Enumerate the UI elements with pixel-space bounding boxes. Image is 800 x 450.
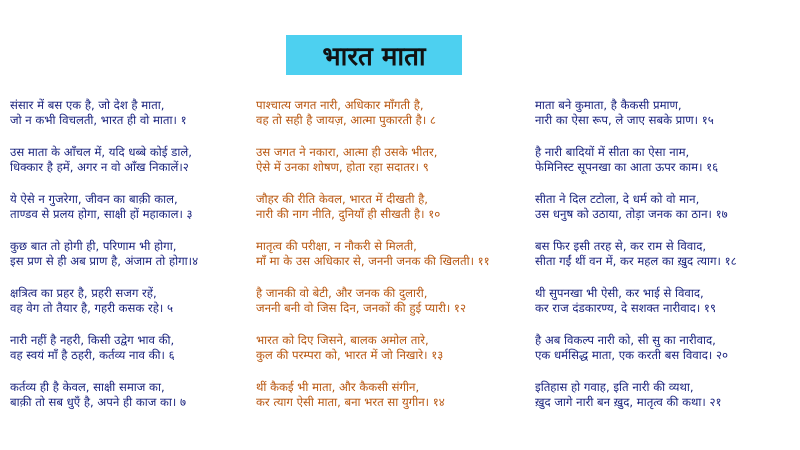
verse-line: इतिहास हो गवाह, इति नारी की व्यथा, [535, 380, 694, 394]
stanza [535, 192, 797, 239]
verse-line: ऐसे में उनका शोषण, होता रहा सदातर। ९ [256, 160, 429, 174]
verse-line: कुल की परम्परा को, भारत में जो निखारे। १३ [256, 348, 444, 362]
stanza [256, 192, 531, 239]
verse-line: नारी नहीं है नहरी, किसी उद्वेग भाव की, [10, 333, 175, 347]
verse-line: उस जगत ने नकारा, आत्मा ही उसके भीतर, [256, 145, 438, 159]
verse-line: है नारी बादियों में सीता का ऐसा नाम, [535, 145, 690, 159]
verse-line: कर राज दंडकारण्य, दे सशक्त नारीवाद। १९ [535, 301, 716, 315]
stanza [535, 98, 797, 145]
verse-line: बस फिर इसी तरह से, कर राम से विवाद, [535, 239, 707, 253]
stanza [535, 380, 797, 427]
poem-column-left [10, 98, 255, 427]
stanza [256, 380, 531, 427]
verse-line: थीं कैकई भी माता, और कैकसी संगीन, [256, 380, 420, 394]
verse-line: वह तो सही है जायज़, आत्मा पुकारती है। ८ [256, 113, 436, 127]
verse-line: सीता ने दिल टटोला, दे धर्म को वो मान, [535, 192, 700, 206]
verse-line: एक धर्मसिद्ध माता, एक करती बस विवाद। २० [535, 348, 729, 362]
page-title: भारत माता [286, 35, 462, 75]
verse-line: ख़ुद जागे नारी बन ख़ुद, मातृत्व की कथा। २१ [535, 395, 722, 409]
stanza [10, 380, 255, 427]
verse-line: माँ मा के उस अधिकार से, जननी जनक की खिलती। ११ [256, 254, 490, 268]
stanza [256, 333, 531, 380]
poem-column-middle [256, 98, 531, 427]
stanza [256, 239, 531, 286]
verse-line: है जानकी वो बेटी, और जनक की दुलारी, [256, 286, 428, 300]
stanza [10, 145, 255, 192]
verse-line: उस धनुष को उठाया, तोड़ा जनक का ठान। १७ [535, 207, 728, 221]
stanza [10, 192, 255, 239]
verse-line: भारत को दिए जिसने, बालक अमोल तारे, [256, 333, 429, 347]
verse-line: कर्तव्य ही है केवल, साक्षी समाज का, [10, 380, 165, 394]
stanza [10, 239, 255, 286]
verse-line: नारी का ऐसा रूप, ले जाए सबके प्राण। १५ [535, 113, 714, 127]
verse-line: धिक्कार है हमें, अगर न वो आँख निकालें।२ [10, 160, 189, 174]
verse-line: फेमिनिस्ट सूपनखा का आता ऊपर काम। १६ [535, 160, 719, 174]
verse-line: कुछ बात तो होगी ही, परिणाम भी होगा, [10, 239, 177, 253]
stanza [10, 98, 255, 145]
verse-line: क्षत्रित्व का प्रहर है, प्रहरी सजग रहें, [10, 286, 157, 300]
verse-line: बाक़ी तो सब धुएँ है, अपने ही काज का। ७ [10, 395, 187, 409]
verse-line: जो न कभी विचलती, भारत ही वो माता। १ [10, 113, 187, 127]
verse-line: माता बने कुमाता, है कैकसी प्रमाण, [535, 98, 682, 112]
stanza [535, 239, 797, 286]
verse-line: है अब विकल्प नारी को, सी सु का नारीवाद, [535, 333, 716, 347]
stanza [535, 286, 797, 333]
stanza [256, 145, 531, 192]
verse-line: इस प्रण से ही अब प्राण है, अंजाम तो होगा।४ [10, 254, 199, 268]
verse-line: ये ऐसे न गुजरेगा, जीवन का बाक़ी काल, [10, 192, 178, 206]
poem-column-right [535, 98, 797, 427]
verse-line: उस माता के आँचल में, यदि धब्बे कोई डाले, [10, 145, 192, 159]
stanza [535, 333, 797, 380]
stanza [256, 98, 531, 145]
verse-line: मातृत्व की परीक्षा, न नौकरी से मिलती, [256, 239, 417, 253]
verse-line: वह स्वयं माँ है ठहरी, कर्तव्य नाव की। ६ [10, 348, 175, 362]
verse-line: ताण्डव से प्रलय होगा, साक्षी हों महाकाल। ३ [10, 207, 193, 221]
verse-line: जौहर की रीति केवल, भारत में दीखती है, [256, 192, 428, 206]
verse-line: जननी बनी वो जिस दिन, जनकों की हुई प्यारी। १२ [256, 301, 466, 315]
verse-line: वह वेग तो तैयार है, गहरी कसक रहे। ५ [10, 301, 173, 315]
verse-line: नारी की नाग नीति, दुनियाँ ही सीखती है। १० [256, 207, 441, 221]
verse-line: पाश्चात्य जगत नारी, अधिकार माँगती है, [256, 98, 424, 112]
stanza [535, 145, 797, 192]
stanza [10, 333, 255, 380]
stanza [256, 286, 531, 333]
stanza [10, 286, 255, 333]
verse-line: थी सुपनखा भी ऐसी, कर भाई से विवाद, [535, 286, 704, 300]
verse-line: संसार में बस एक है, जो देश है माता, [10, 98, 165, 112]
verse-line: कर त्याग ऐसी माता, बना भरत सा युगीन। १४ [256, 395, 445, 409]
verse-line: सीता गईं थीं वन में, कर महल का ख़ुद त्याग। १८ [535, 254, 737, 268]
